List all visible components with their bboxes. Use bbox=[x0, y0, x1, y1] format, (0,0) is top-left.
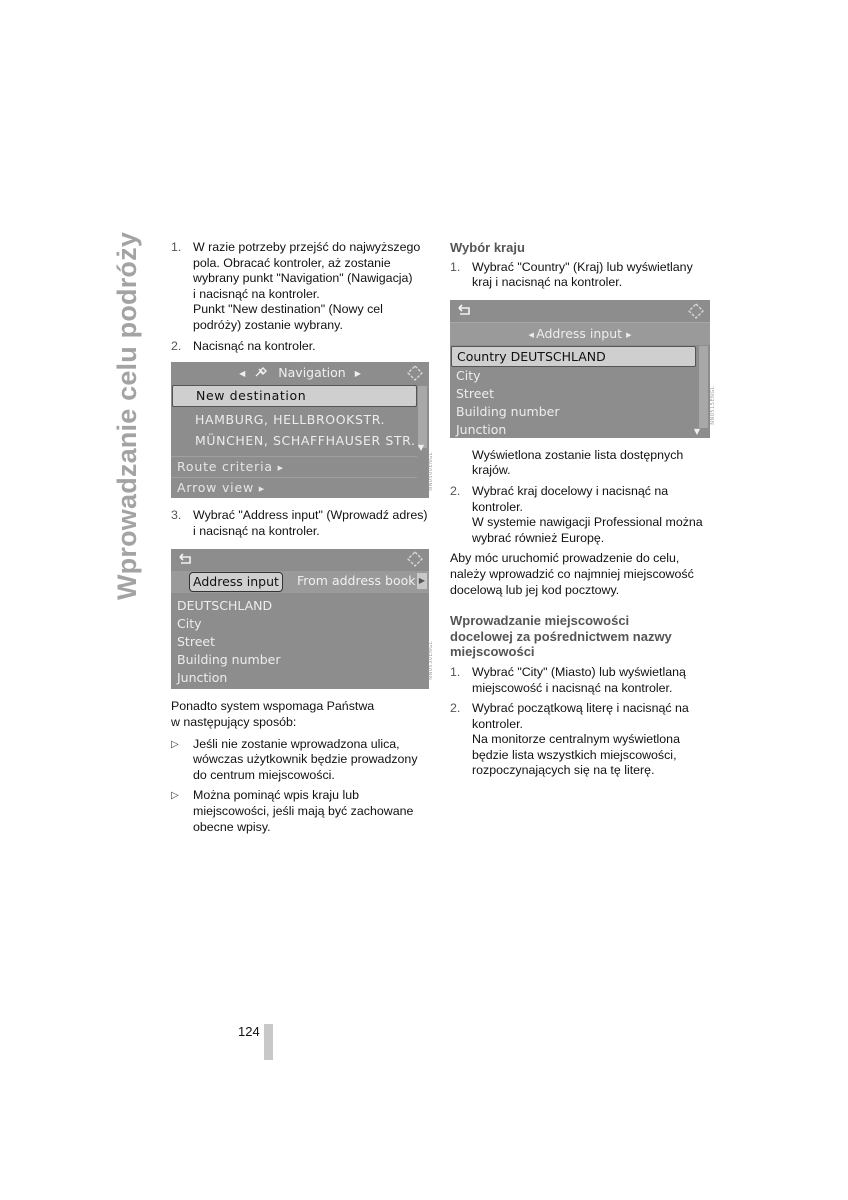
controller-diamond-icon bbox=[407, 551, 423, 567]
step-line: miejscowość i nacisnąć na kontroler. bbox=[472, 680, 673, 695]
paragraph-line: Aby móc uruchomić prowadzenie do celu, bbox=[450, 551, 680, 566]
back-arrow-icon[interactable] bbox=[456, 303, 472, 317]
menu-item-route-criteria[interactable] bbox=[171, 457, 417, 478]
tab-scroll-right-icon[interactable]: ▶ bbox=[417, 573, 427, 589]
paragraph bbox=[450, 551, 712, 598]
paragraph-line: docelową lub jej kod pocztowy. bbox=[450, 582, 620, 597]
step-line: podróży) zostanie wybrany. bbox=[193, 317, 343, 332]
step-line: kontroler. bbox=[472, 716, 523, 731]
list-item-building-number[interactable]: Building number bbox=[456, 403, 560, 419]
right-arrow-icon: ▶ bbox=[277, 464, 284, 473]
bullet-line: obecne wpisy. bbox=[193, 819, 271, 834]
bullet-triangle-icon: ▷ bbox=[171, 790, 179, 802]
scroll-down-arrow-icon: ▼ bbox=[693, 426, 700, 436]
bullet-line: Można pominąć wpis kraju lub bbox=[193, 788, 359, 803]
right-arrow-icon: ▶ bbox=[258, 485, 265, 494]
step-line: kontroler. bbox=[472, 499, 523, 514]
menu-item-new-destination[interactable]: New destination bbox=[172, 385, 417, 407]
left-column bbox=[171, 240, 433, 840]
note bbox=[450, 448, 712, 479]
controller-diamond-icon bbox=[688, 303, 704, 319]
address-input-screen bbox=[171, 549, 435, 689]
paragraph-line: należy wprowadzić co najmniej miejscowość bbox=[450, 566, 694, 581]
side-title-text: Wprowadzanie celu podróży bbox=[112, 231, 142, 600]
step-line: wybrany punkt "Navigation" (Nawigacja) bbox=[193, 271, 413, 286]
step-line: Wybrać "City" (Miasto) lub wyświetlaną bbox=[472, 664, 686, 679]
page-number: 124 bbox=[238, 1024, 260, 1039]
step-1 bbox=[450, 665, 712, 696]
list-item-street[interactable]: Street bbox=[456, 385, 494, 401]
right-arrow-icon: ▶ bbox=[626, 330, 632, 339]
page-marker-bar bbox=[264, 1024, 273, 1060]
left-arrow-icon: ◀ bbox=[528, 330, 537, 339]
scroll-down-arrow-icon: ▼ bbox=[417, 443, 424, 453]
tab-bar bbox=[171, 571, 429, 593]
step-1 bbox=[171, 240, 433, 334]
section-heading bbox=[450, 613, 712, 660]
bullet-line: do centrum miejscowości. bbox=[193, 767, 335, 782]
scrollbar[interactable] bbox=[418, 386, 427, 448]
bullet-triangle-icon: ▷ bbox=[171, 738, 179, 750]
step-3 bbox=[171, 508, 433, 539]
list-item-country[interactable]: DEUTSCHLAND bbox=[177, 598, 273, 614]
list-item-building-number[interactable]: Building number bbox=[177, 652, 281, 668]
step-line: Nacisnąć na kontroler. bbox=[193, 338, 316, 353]
list-item-street[interactable]: Street bbox=[177, 634, 215, 650]
right-column bbox=[450, 240, 717, 784]
step-line: pola. Obracać kontroler, aż zostanie bbox=[193, 255, 391, 270]
step-line: Punkt "New destination" (Nowy cel bbox=[193, 302, 383, 317]
note-line: Wyświetlona zostanie lista dostępnych bbox=[472, 447, 684, 462]
tab-from-address-book[interactable]: From address book bbox=[297, 573, 416, 589]
step-line: Na monitorze centralnym wyświetlona bbox=[472, 732, 680, 747]
paragraph-line: Ponadto system wspomaga Państwa bbox=[171, 699, 375, 714]
image-code: NN0530ENGL bbox=[428, 641, 435, 681]
image-code: NN0500ENGL bbox=[428, 452, 435, 491]
step-2 bbox=[171, 339, 433, 355]
back-arrow-icon[interactable] bbox=[177, 552, 193, 566]
left-arrow-icon: ◀ bbox=[239, 369, 246, 379]
step-line: i nacisnąć na kontroler. bbox=[193, 286, 320, 301]
controller-diamond-icon bbox=[407, 365, 423, 381]
step-number: 1. bbox=[171, 240, 182, 254]
menu-item-destination[interactable]: MÜNCHEN, SCHAFFHAUSER STR. bbox=[195, 433, 416, 449]
screen-title-bar bbox=[171, 549, 429, 569]
heading-line: Wprowadzanie miejscowości bbox=[450, 613, 630, 629]
list-item-junction[interactable]: Junction bbox=[177, 670, 228, 686]
step-line: będzie lista wszystkich miejscowości, bbox=[472, 747, 677, 762]
step-2 bbox=[450, 484, 712, 546]
list-item-city[interactable]: City bbox=[177, 616, 202, 632]
screen-title: Address input bbox=[536, 325, 623, 341]
step-line: Wybrać kraj docelowy i nacisnąć na bbox=[472, 483, 669, 498]
section-heading: Wybór kraju bbox=[450, 240, 525, 255]
bullet-item bbox=[171, 788, 433, 835]
step-line: Wybrać "Address input" (Wprowadź adres) bbox=[193, 508, 428, 523]
step-line: kraj i nacisnąć na kontroler. bbox=[472, 275, 623, 290]
list-item-city[interactable]: City bbox=[456, 367, 481, 383]
step-line: wybrać również Europę. bbox=[472, 530, 605, 545]
bullet-line: Jeśli nie zostanie wprowadzona ulica, bbox=[193, 736, 400, 751]
screen-title-bar bbox=[450, 300, 710, 322]
satellite-icon bbox=[254, 366, 268, 378]
image-code: NN0515ENGL bbox=[710, 385, 717, 425]
heading-line: docelowej za pośrednictwem nazwy bbox=[450, 628, 672, 644]
step-number: 1. bbox=[450, 259, 461, 274]
step-number: 1. bbox=[450, 664, 461, 679]
note-line: krajów. bbox=[472, 463, 511, 478]
step-number: 2. bbox=[450, 483, 461, 498]
step-line: W systemie nawigacji Professional można bbox=[472, 515, 703, 530]
side-title bbox=[112, 231, 152, 600]
step-line: W razie potrzeby przejść do najwyższego bbox=[193, 240, 421, 254]
list-item-country[interactable]: Country DEUTSCHLAND bbox=[451, 346, 696, 367]
country-input-screen bbox=[450, 300, 717, 438]
step-number: 3. bbox=[171, 508, 182, 523]
bullet-line: wówczas użytkownik będzie prowadzony bbox=[193, 752, 418, 767]
step-1 bbox=[450, 260, 712, 291]
screen-subtitle-bar bbox=[450, 322, 710, 345]
navigation-screen bbox=[171, 362, 435, 498]
heading-line: miejscowości bbox=[450, 644, 535, 660]
step-line: Wybrać "Country" (Kraj) lub wyświetlany bbox=[472, 259, 693, 274]
step-number: 2. bbox=[450, 701, 461, 716]
menu-item-destination[interactable]: HAMBURG, HELLBROOKSTR. bbox=[195, 412, 386, 428]
step-line: rozpoczynających się na tę literę. bbox=[472, 763, 655, 778]
screen-title: Navigation bbox=[278, 365, 346, 381]
step-line: Wybrać początkową literę i nacisnąć na bbox=[472, 701, 689, 716]
step-2 bbox=[450, 701, 712, 779]
right-arrow-icon: ▶ bbox=[354, 369, 361, 379]
screen-title-bar bbox=[171, 362, 429, 384]
menu-item-arrow-view[interactable] bbox=[171, 478, 417, 498]
paragraph bbox=[171, 699, 433, 730]
step-line: i nacisnąć na kontroler. bbox=[193, 523, 320, 538]
bullet-line: miejscowości, jeśli mają być zachowane bbox=[193, 803, 414, 818]
tab-address-input[interactable]: Address input bbox=[189, 572, 283, 592]
list-item-junction[interactable]: Junction bbox=[456, 421, 507, 437]
step-number: 2. bbox=[171, 338, 182, 353]
paragraph-line: w następujący sposób: bbox=[171, 714, 297, 729]
bullet-item bbox=[171, 737, 433, 784]
arrow-view-label: Arrow view bbox=[177, 480, 254, 496]
route-criteria-label: Route criteria bbox=[177, 459, 273, 475]
